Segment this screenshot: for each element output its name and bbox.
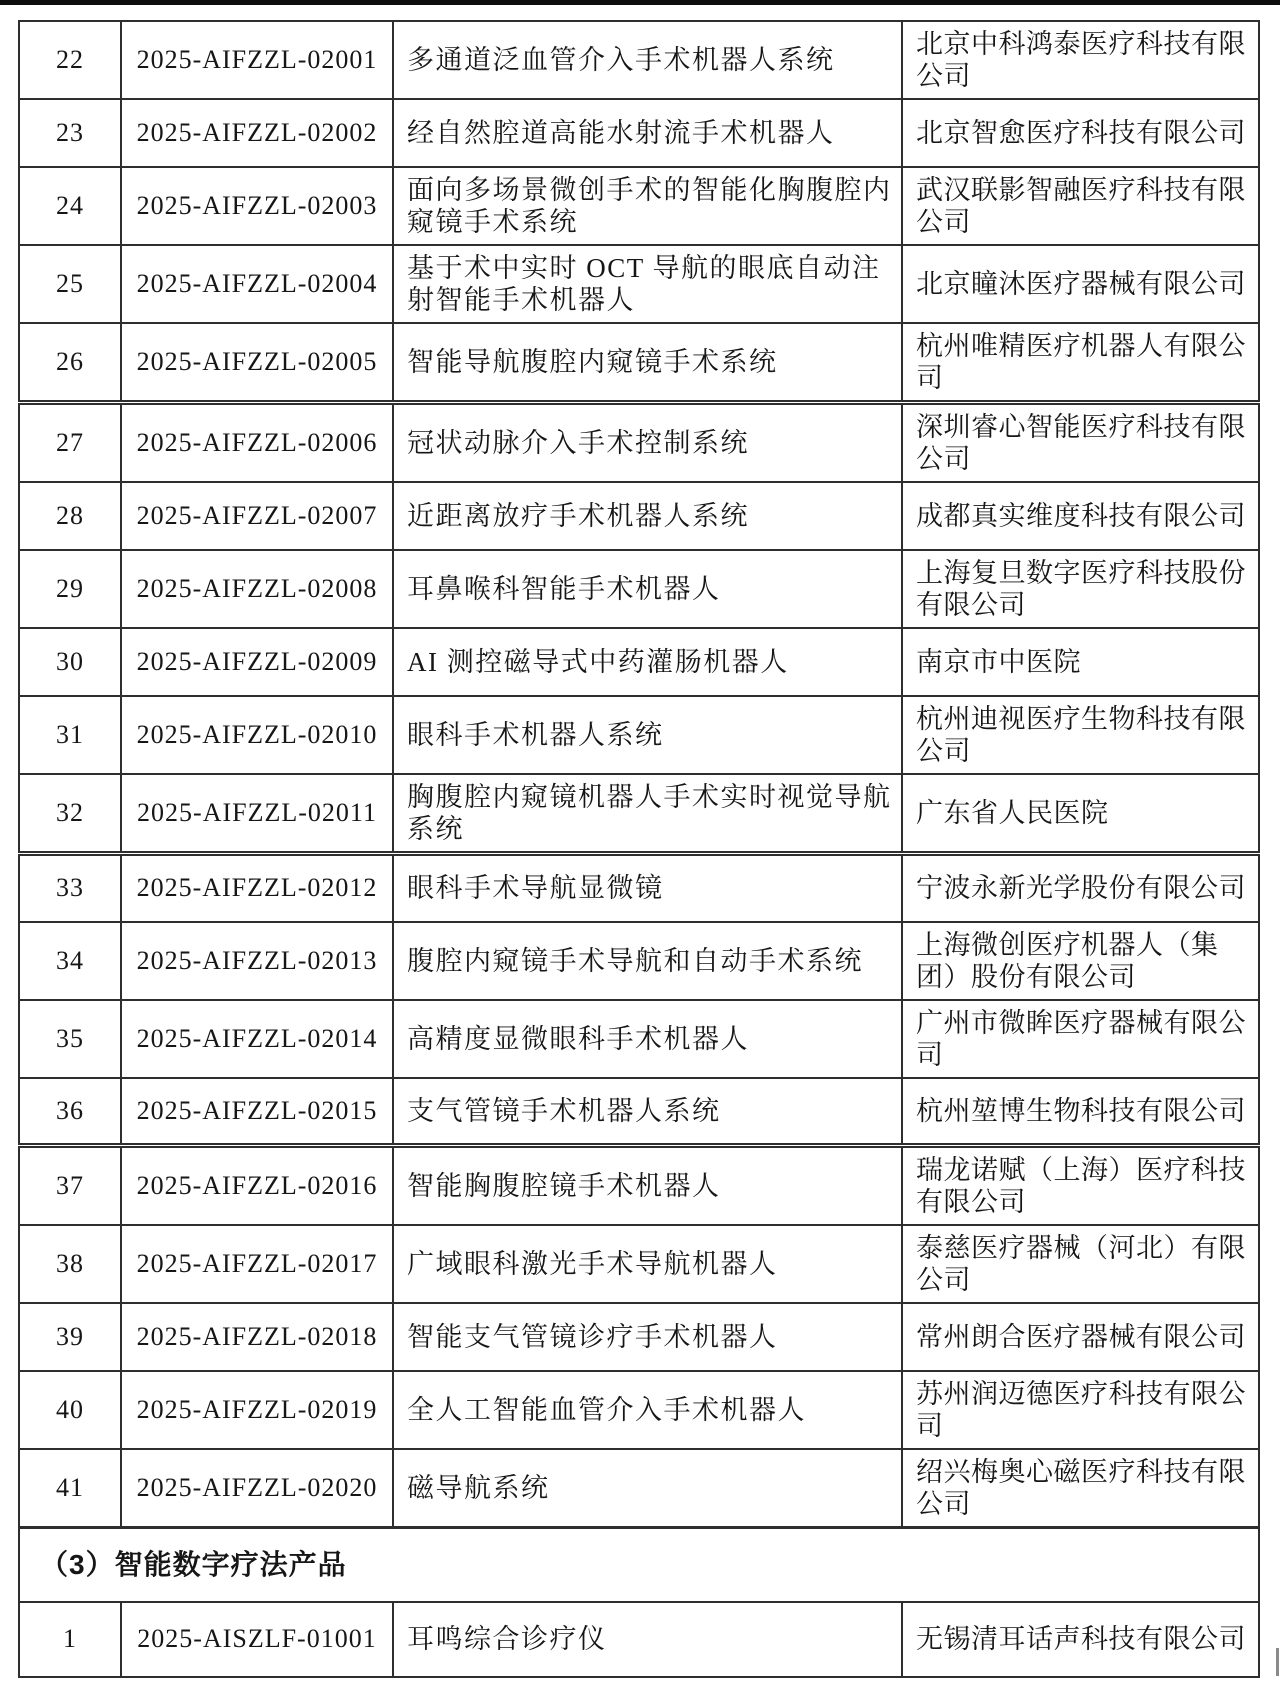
product-code-cell: 2025-AIFZZL-02014 (121, 1000, 393, 1078)
row-number-cell: 33 (19, 854, 121, 922)
company-name-cell: 杭州迪视医疗生物科技有限公司 (902, 696, 1259, 774)
row-number-cell: 37 (19, 1146, 121, 1226)
company-name-cell: 泰慈医疗器械（河北）有限公司 (902, 1225, 1259, 1303)
product-name-cell: 支气管镜手术机器人系统 (393, 1078, 902, 1146)
row-number-cell: 40 (19, 1371, 121, 1449)
product-code-cell: 2025-AIFZZL-02020 (121, 1449, 393, 1528)
table-row (19, 550, 1259, 628)
company-name-cell: 广州市微眸医疗器械有限公司 (902, 1000, 1259, 1078)
product-code-cell: 2025-AIFZZL-02003 (121, 167, 393, 245)
company-name-cell: 北京中科鸿泰医疗科技有限公司 (902, 21, 1259, 99)
table-row (19, 774, 1259, 854)
product-code-cell: 2025-AIFZZL-02019 (121, 1371, 393, 1449)
product-name-cell: 耳鸣综合诊疗仪 (393, 1602, 902, 1677)
table-row (19, 1371, 1259, 1449)
product-name-cell: 经自然腔道高能水射流手术机器人 (393, 99, 902, 167)
company-name-cell: 常州朗合医疗器械有限公司 (902, 1303, 1259, 1371)
row-number-cell: 23 (19, 99, 121, 167)
product-name-cell: 智能导航腹腔内窥镜手术系统 (393, 323, 902, 403)
product-name-cell: 面向多场景微创手术的智能化胸腹腔内窥镜手术系统 (393, 167, 902, 245)
product-name-cell: 近距离放疗手术机器人系统 (393, 482, 902, 550)
row-number-cell: 32 (19, 774, 121, 854)
product-name-cell: AI 测控磁导式中药灌肠机器人 (393, 628, 902, 696)
table-row (19, 922, 1259, 1000)
product-name-cell: 眼科手术导航显微镜 (393, 854, 902, 922)
row-number-cell: 29 (19, 550, 121, 628)
product-code-cell: 2025-AIFZZL-02012 (121, 854, 393, 922)
product-name-cell: 广域眼科激光手术导航机器人 (393, 1225, 902, 1303)
product-code-cell: 2025-AIFZZL-02007 (121, 482, 393, 550)
company-name-cell: 杭州唯精医疗机器人有限公司 (902, 323, 1259, 403)
product-code-cell: 2025-AIFZZL-02017 (121, 1225, 393, 1303)
section-header-row (19, 1528, 1259, 1602)
table-row (19, 1078, 1259, 1146)
product-code-cell: 2025-AIFZZL-02010 (121, 696, 393, 774)
table-body (19, 21, 1259, 1677)
row-number-cell: 39 (19, 1303, 121, 1371)
product-code-cell: 2025-AIFZZL-02002 (121, 99, 393, 167)
row-number-cell: 41 (19, 1449, 121, 1528)
company-name-cell: 深圳睿心智能医疗科技有限公司 (902, 403, 1259, 483)
product-code-cell: 2025-AIFZZL-02016 (121, 1146, 393, 1226)
product-name-cell: 高精度显微眼科手术机器人 (393, 1000, 902, 1078)
product-name-cell: 全人工智能血管介入手术机器人 (393, 1371, 902, 1449)
product-code-cell: 2025-AIFZZL-02005 (121, 323, 393, 403)
row-number-cell: 27 (19, 403, 121, 483)
scan-artifact-right-edge (1276, 1648, 1279, 1676)
product-name-cell: 胸腹腔内窥镜机器人手术实时视觉导航系统 (393, 774, 902, 854)
table-row (19, 99, 1259, 167)
company-name-cell: 宁波永新光学股份有限公司 (902, 854, 1259, 922)
company-name-cell: 杭州堃博生物科技有限公司 (902, 1078, 1259, 1146)
table-row (19, 167, 1259, 245)
company-name-cell: 成都真实维度科技有限公司 (902, 482, 1259, 550)
product-name-cell: 磁导航系统 (393, 1449, 902, 1528)
product-code-cell: 2025-AIFZZL-02006 (121, 403, 393, 483)
row-number-cell: 34 (19, 922, 121, 1000)
table-row (19, 696, 1259, 774)
product-name-cell: 多通道泛血管介入手术机器人系统 (393, 21, 902, 99)
product-code-cell: 2025-AISZLF-01001 (121, 1602, 393, 1677)
row-number-cell: 28 (19, 482, 121, 550)
row-number-cell: 38 (19, 1225, 121, 1303)
product-code-cell: 2025-AIFZZL-02015 (121, 1078, 393, 1146)
company-name-cell: 南京市中医院 (902, 628, 1259, 696)
company-name-cell: 无锡清耳话声科技有限公司 (902, 1602, 1259, 1677)
table-row (19, 403, 1259, 483)
table-row (19, 1602, 1259, 1677)
scan-artifact-top-bar (0, 0, 1280, 5)
row-number-cell: 26 (19, 323, 121, 403)
section-heading: （3）智能数字疗法产品 (19, 1528, 1259, 1602)
product-name-cell: 耳鼻喉科智能手术机器人 (393, 550, 902, 628)
company-name-cell: 北京瞳沐医疗器械有限公司 (902, 245, 1259, 323)
product-code-cell: 2025-AIFZZL-02009 (121, 628, 393, 696)
table-row (19, 628, 1259, 696)
product-code-cell: 2025-AIFZZL-02011 (121, 774, 393, 854)
product-name-cell: 眼科手术机器人系统 (393, 696, 902, 774)
table-row (19, 854, 1259, 922)
row-number-cell: 30 (19, 628, 121, 696)
product-name-cell: 腹腔内窥镜手术导航和自动手术系统 (393, 922, 902, 1000)
row-number-cell: 1 (19, 1602, 121, 1677)
product-code-cell: 2025-AIFZZL-02001 (121, 21, 393, 99)
product-name-cell: 基于术中实时 OCT 导航的眼底自动注射智能手术机器人 (393, 245, 902, 323)
row-number-cell: 24 (19, 167, 121, 245)
company-name-cell: 绍兴梅奥心磁医疗科技有限公司 (902, 1449, 1259, 1528)
table-row (19, 1146, 1259, 1226)
table-row (19, 1225, 1259, 1303)
row-number-cell: 36 (19, 1078, 121, 1146)
product-code-cell: 2025-AIFZZL-02018 (121, 1303, 393, 1371)
product-name-cell: 智能胸腹腔镜手术机器人 (393, 1146, 902, 1226)
company-name-cell: 武汉联影智融医疗科技有限公司 (902, 167, 1259, 245)
company-name-cell: 瑞龙诺赋（上海）医疗科技有限公司 (902, 1146, 1259, 1226)
row-number-cell: 25 (19, 245, 121, 323)
company-name-cell: 上海复旦数字医疗科技股份有限公司 (902, 550, 1259, 628)
row-number-cell: 22 (19, 21, 121, 99)
table-row (19, 245, 1259, 323)
product-name-cell: 冠状动脉介入手术控制系统 (393, 403, 902, 483)
row-number-cell: 35 (19, 1000, 121, 1078)
product-code-cell: 2025-AIFZZL-02004 (121, 245, 393, 323)
product-code-cell: 2025-AIFZZL-02013 (121, 922, 393, 1000)
row-number-cell: 31 (19, 696, 121, 774)
table-row (19, 21, 1259, 99)
table-row (19, 323, 1259, 403)
table-row (19, 482, 1259, 550)
table-row (19, 1449, 1259, 1528)
product-code-cell: 2025-AIFZZL-02008 (121, 550, 393, 628)
company-name-cell: 上海微创医疗机器人（集团）股份有限公司 (902, 922, 1259, 1000)
company-name-cell: 北京智愈医疗科技有限公司 (902, 99, 1259, 167)
product-registry-table (18, 20, 1260, 1678)
company-name-cell: 广东省人民医院 (902, 774, 1259, 854)
product-name-cell: 智能支气管镜诊疗手术机器人 (393, 1303, 902, 1371)
table-row (19, 1000, 1259, 1078)
table-row (19, 1303, 1259, 1371)
company-name-cell: 苏州润迈德医疗科技有限公司 (902, 1371, 1259, 1449)
